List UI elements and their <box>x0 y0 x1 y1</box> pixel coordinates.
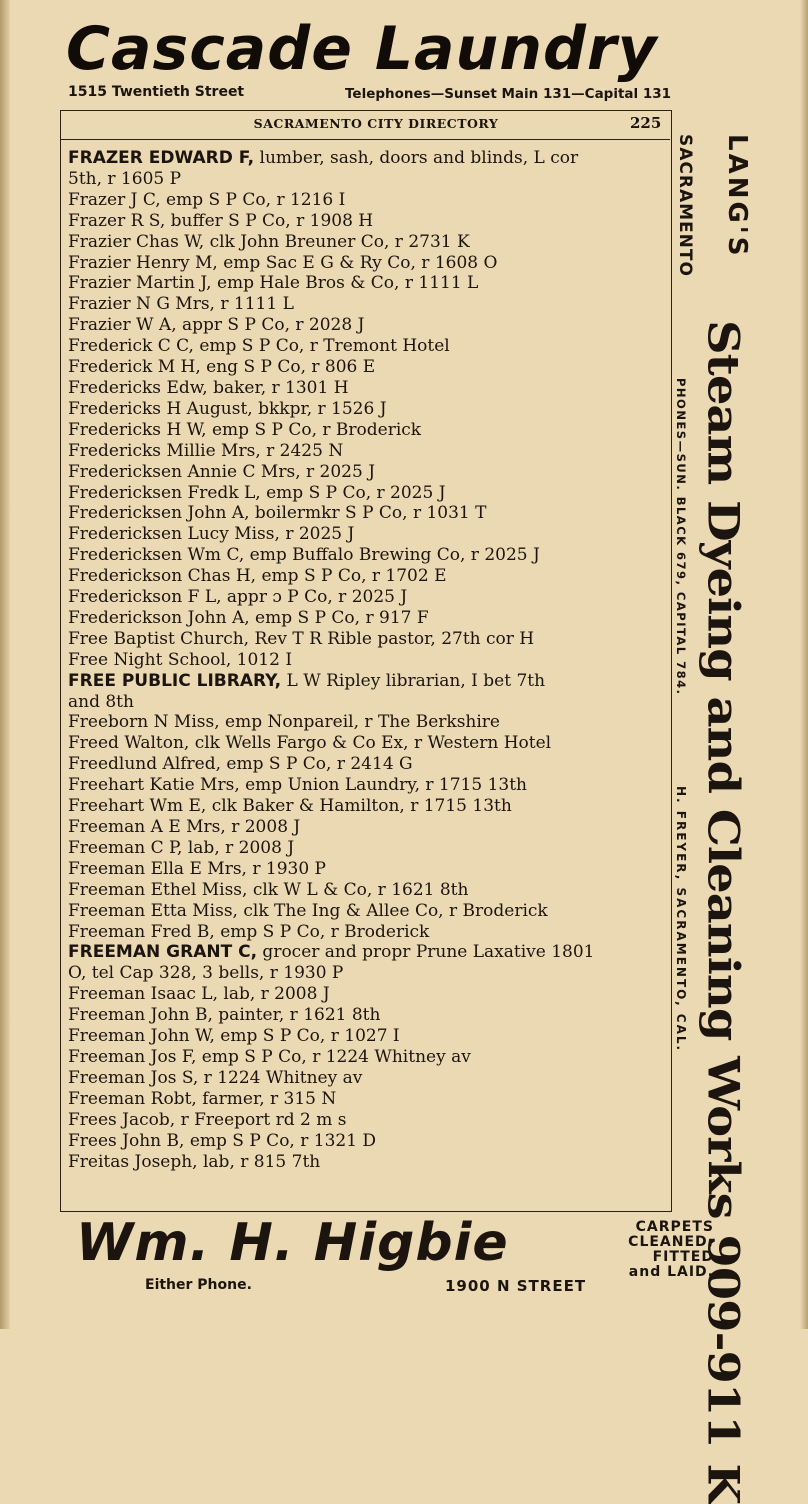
directory-entry <box>68 1047 664 1068</box>
directory-entry <box>68 211 664 232</box>
directory-entry <box>68 671 664 692</box>
entry-text: Freitas Joseph, lab, r 815 7th <box>68 1151 321 1172</box>
entry-text: Freeman John W, emp S P Co, r 1027 I <box>68 1026 400 1047</box>
side-ad-phones: PHONES—SUN. BLACK 679, CAPITAL 784. <box>674 378 688 696</box>
entry-text: Free Baptist Church, Rev T R Rible pastor, 27th cor H <box>68 628 535 649</box>
entry-text: Frazier Henry M, emp Sac E G & Ry Co, r 1608 O <box>68 252 498 273</box>
header-rule <box>60 139 670 140</box>
entry-continuation: 5th, r 1605 P <box>68 168 182 189</box>
entry-text: Freeman Jos S, r 1224 Whitney av <box>68 1067 363 1088</box>
carpets-line: and LAID. <box>628 1264 714 1280</box>
entry-text: Freeman Isaac L, lab, r 2008 J <box>68 984 330 1005</box>
entry-text: Frazier Chas W, clk John Breuner Co, r 2731 K <box>68 231 470 252</box>
directory-entry <box>68 148 664 169</box>
directory-entry <box>68 859 664 880</box>
directory-entry <box>68 545 664 566</box>
entry-text: Frazer J C, emp S P Co, r 1216 I <box>68 189 346 210</box>
directory-entry <box>68 922 664 943</box>
carpets-line: FITTED <box>652 1249 714 1265</box>
directory-entry <box>68 462 664 483</box>
bottom-ad-carpets <box>598 1220 714 1280</box>
directory-entry <box>68 587 664 608</box>
entry-text: Frederickson John A, emp S P Co, r 917 F <box>68 607 429 628</box>
directory-entry <box>68 629 664 650</box>
entry-text: Freehart Wm E, clk Baker & Hamilton, r 1715 13th <box>68 796 512 817</box>
directory-entry <box>68 712 664 733</box>
entry-text: Freeman Ethel Miss, clk W L & Co, r 1621 8th <box>68 879 469 900</box>
page-edge-right <box>800 0 808 1329</box>
top-ad-address: 1515 Twentieth Street <box>68 84 245 100</box>
directory-entry <box>68 754 664 775</box>
entry-bold-name: FREE PUBLIC LIBRARY, <box>68 670 282 691</box>
directory-entry <box>68 232 664 253</box>
directory-entry <box>68 357 664 378</box>
entry-text: Frederick C C, emp S P Co, r Tremont Hotel <box>68 336 450 357</box>
directory-entry <box>68 817 664 838</box>
directory-entry <box>68 503 664 524</box>
entry-bold-name: FRAZER EDWARD F, <box>68 148 255 168</box>
entry-text: Frazier N G Mrs, r 1111 L <box>68 294 294 315</box>
entry-text: Fredericksen John A, boilermkr S P Co, r 1031 T <box>68 503 487 524</box>
directory-entry <box>68 566 664 587</box>
entry-text: Frederickson Chas H, emp S P Co, r 1702 E <box>68 566 447 587</box>
entry-text: Frees Jacob, r Freeport rd 2 m s <box>68 1109 347 1130</box>
running-head: SACRAMENTO CITY DIRECTORY <box>253 116 499 131</box>
entry-text: Freeborn N Miss, emp Nonpareil, r The Berkshire <box>68 712 500 733</box>
bottom-ad-phone: Either Phone. <box>145 1277 252 1293</box>
side-ad-freyer: H. FREYER, SACRAMENTO, CAL. <box>674 786 688 1053</box>
directory-entry <box>68 1152 664 1173</box>
directory-entry <box>68 336 664 357</box>
entry-continuation: O, tel Cap 328, 3 bells, r 1930 P <box>68 963 344 984</box>
directory-entry <box>68 294 664 315</box>
entry-text: Fredericks H W, emp S P Co, r Broderick <box>68 419 422 440</box>
entry-text: Frazier W A, appr S P Co, r 2028 J <box>68 315 365 336</box>
top-ad-phones: Telephones—Sunset Main 131—Capital 131 <box>345 86 672 102</box>
directory-entry <box>68 838 664 859</box>
entry-text: Frazier Martin J, emp Hale Bros & Co, r 1111 L <box>68 273 479 294</box>
directory-entry <box>68 273 664 294</box>
side-ad-big: Steam Dyeing and Cleaning Works 909-911 K <box>697 320 748 1504</box>
page-number: 225 <box>630 114 662 132</box>
directory-entry <box>68 1005 664 1026</box>
entry-text: Frederick M H, eng S P Co, r 806 E <box>68 357 376 378</box>
bottom-ad-street: 1900 N STREET <box>445 1277 587 1295</box>
top-ad-title: Cascade Laundry <box>66 14 658 84</box>
entry-text: Fredericksen Wm C, emp Buffalo Brewing Co, r 2025 J <box>68 545 540 566</box>
entry-text: Free Night School, 1012 I <box>68 649 293 670</box>
entry-text: Freeman C P, lab, r 2008 J <box>68 837 295 858</box>
entry-text: Fredericksen Fredk L, emp S P Co, r 2025 J <box>68 482 446 503</box>
entry-continuation: and 8th <box>68 691 134 712</box>
entry-text: Freeman Robt, farmer, r 315 N <box>68 1088 337 1109</box>
directory-entry <box>68 483 664 504</box>
directory-entries <box>68 148 664 1172</box>
entry-text: Fredericks Edw, baker, r 1301 H <box>68 377 349 398</box>
entry-bold-name: FREEMAN GRANT C, <box>68 942 258 963</box>
directory-entry <box>68 524 664 545</box>
directory-entry <box>68 733 664 754</box>
directory-entry <box>68 315 664 336</box>
directory-entry <box>68 775 664 796</box>
directory-entry <box>68 650 664 671</box>
entry-text: Fredericks Millie Mrs, r 2425 N <box>68 440 344 461</box>
directory-entry <box>68 984 664 1005</box>
directory-entry <box>68 420 664 441</box>
entry-text: grocer and propr Prune Laxative 1801 <box>257 942 595 963</box>
directory-entry <box>68 190 664 211</box>
carpets-line: CARPETS <box>635 1219 714 1235</box>
entry-text: Freeman A E Mrs, r 2008 J <box>68 817 301 837</box>
entry-text: Freeman Etta Miss, clk The Ing & Allee Co, r Broderick <box>68 900 548 921</box>
carpets-line: CLEANED, <box>628 1234 714 1250</box>
directory-entry <box>68 1068 664 1089</box>
directory-entry <box>68 378 664 399</box>
entry-text: Fredericksen Lucy Miss, r 2025 J <box>68 524 355 545</box>
entry-text: lumber, sash, doors and blinds, L cor <box>254 148 579 168</box>
entry-text: Frees John B, emp S P Co, r 1321 D <box>68 1130 377 1151</box>
side-ad-langs: LANG'S <box>722 134 752 259</box>
directory-entry <box>68 1110 664 1131</box>
entry-text: Freeman Fred B, emp S P Co, r Broderick <box>68 921 430 942</box>
entry-text: Freehart Katie Mrs, emp Union Laundry, r 1715 13th <box>68 775 527 796</box>
entry-text: L W Ripley librarian, I bet 7th <box>281 670 546 691</box>
entry-text: Freedlund Alfred, emp S P Co, r 2414 G <box>68 754 413 775</box>
entry-text: Freed Walton, clk Wells Fargo & Co Ex, r Western Hotel <box>68 733 552 754</box>
directory-entry <box>68 1089 664 1110</box>
directory-entry <box>68 608 664 629</box>
side-ad-sacramento: SACRAMENTO <box>675 134 695 277</box>
page-edge-left <box>0 0 10 1329</box>
entry-text: Fredericks H August, bkkpr, r 1526 J <box>68 398 387 419</box>
entry-text: Freeman Ella E Mrs, r 1930 P <box>68 858 326 879</box>
bottom-ad-title: Wm. H. Higbie <box>76 1213 509 1273</box>
directory-entry <box>68 399 664 420</box>
entry-text: Freeman Jos F, emp S P Co, r 1224 Whitney av <box>68 1046 471 1067</box>
directory-entry <box>68 942 664 963</box>
directory-entry <box>68 796 664 817</box>
entry-text: Fredericksen Annie C Mrs, r 2025 J <box>68 461 376 482</box>
directory-entry <box>68 1026 664 1047</box>
entry-text: Frederickson F L, appr ɔ P Co, r 2025 J <box>68 587 408 608</box>
directory-entry <box>68 1131 664 1152</box>
directory-entry <box>68 253 664 274</box>
entry-text: Frazer R S, buffer S P Co, r 1908 H <box>68 210 374 231</box>
directory-entry <box>68 901 664 922</box>
directory-entry <box>68 441 664 462</box>
directory-entry <box>68 880 664 901</box>
entry-text: Freeman John B, painter, r 1621 8th <box>68 1005 381 1026</box>
